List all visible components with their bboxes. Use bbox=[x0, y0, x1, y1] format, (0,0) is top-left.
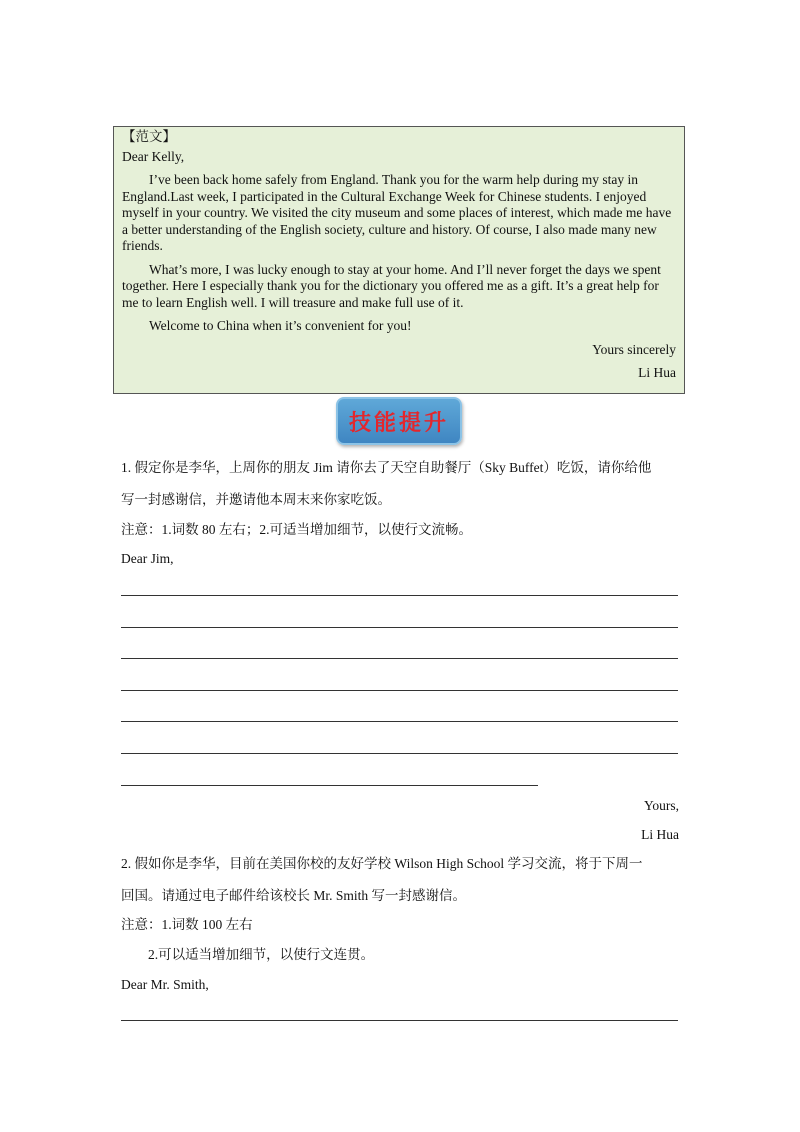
task1-writing-line[interactable] bbox=[121, 627, 678, 628]
task1-writing-line[interactable] bbox=[121, 753, 678, 754]
task2-greeting: Dear Mr. Smith, bbox=[121, 977, 209, 992]
model-paragraph-1: I’ve been back home safely from England. Thank you for the warm help during my stay in England.Last week, I participated in the Cultural Exchange Week for Chinese students. I enjoyed myself in your country. We visited the city museum and some places of interest, which made me have a better understanding of the English society, culture and history. Of course, I also made many new friends. bbox=[122, 172, 672, 253]
task1-writing-line[interactable] bbox=[121, 595, 678, 596]
task2-prompt-line2: 回国。请通过电子邮件给该校长 Mr. Smith 写一封感谢信。 bbox=[121, 888, 467, 903]
model-essay-box bbox=[113, 126, 685, 394]
model-signature: Li Hua bbox=[638, 365, 676, 380]
task2-writing-line[interactable] bbox=[121, 1020, 678, 1021]
task1-writing-line[interactable] bbox=[121, 658, 678, 659]
task1-writing-line[interactable] bbox=[121, 690, 678, 691]
model-closing: Yours sincerely bbox=[592, 341, 676, 357]
model-paragraph-3: Welcome to China when it’s convenient for you! bbox=[149, 318, 412, 333]
task1-writing-line[interactable] bbox=[121, 785, 538, 786]
task2-note-1: 注意：1.词数 100 左右 bbox=[121, 917, 253, 932]
task1-prompt-line2: 写一封感谢信，并邀请他本周末来你家吃饭。 bbox=[121, 492, 391, 507]
task1-prompt-line1: 1. 假定你是李华，上周你的朋友 Jim 请你去了天空自助餐厅（Sky Buffet）吃饭，请你给他 bbox=[121, 460, 652, 475]
task1-note: 注意：1.词数 80 左右；2.可适当增加细节，以使行文流畅。 bbox=[121, 522, 472, 537]
model-header: 【范文】 bbox=[122, 129, 176, 144]
task2-prompt-line1: 2. 假如你是李华，目前在美国你校的友好学校 Wilson High School 学习交流，将于下周一 bbox=[121, 856, 643, 871]
task1-closing: Yours, bbox=[643, 798, 679, 813]
model-greeting: Dear Kelly, bbox=[122, 148, 185, 164]
skill-upgrade-banner: 技能提升 bbox=[336, 397, 462, 445]
task1-signature: Li Hua bbox=[641, 827, 679, 842]
task1-greeting: Dear Jim, bbox=[121, 551, 174, 566]
model-paragraph-2: What’s more, I was lucky enough to stay at your home. And I’ll never forget the days we spent together. Here I especially thank you for the dictionary you offered me as a gift. It’s a great help for me to learn English well. I will treasure and make full use of it. bbox=[122, 261, 661, 310]
task2-note-2: 2.可以适当增加细节，以使行文连贯。 bbox=[148, 947, 375, 962]
task1-writing-line[interactable] bbox=[121, 721, 678, 722]
